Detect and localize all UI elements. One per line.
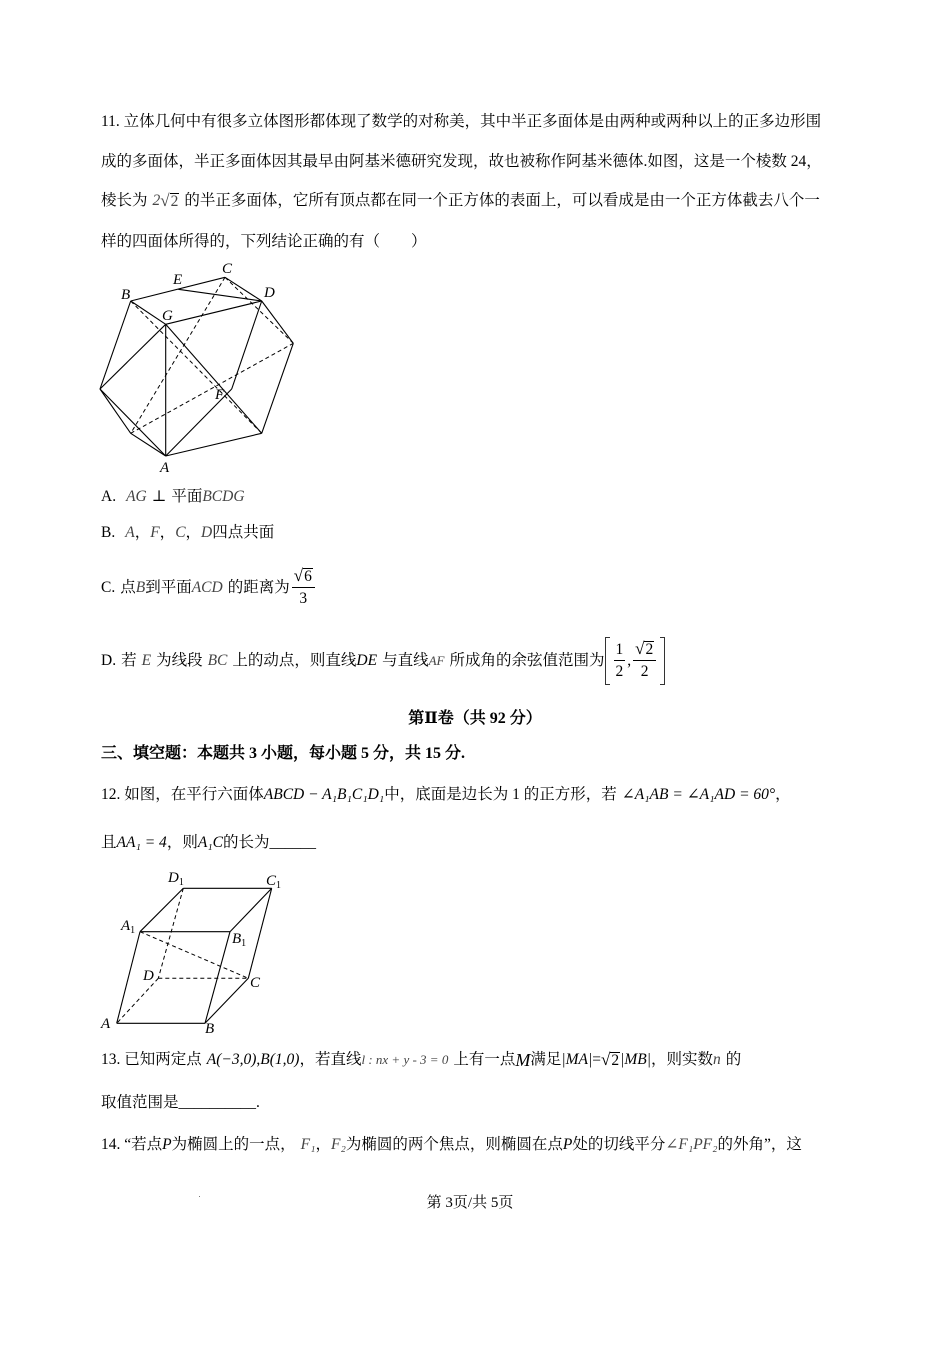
fraction-numerator: 1 — [614, 641, 626, 661]
math-n: n — [713, 1051, 721, 1068]
answer-blank: ______ — [269, 834, 317, 851]
fraction-denominator: 2 — [615, 662, 624, 680]
math-segment: BC — [207, 652, 228, 669]
sqrt-two — [601, 1051, 620, 1069]
q13-text: 上有一点 — [453, 1051, 516, 1068]
q12-text: 且 — [101, 834, 117, 851]
left-bracket-icon — [605, 637, 610, 685]
q14-text: 为椭圆上的一点， — [171, 1136, 296, 1153]
vertex-label-b: B — [121, 287, 131, 303]
option-text: 所成角的余弦值范围为 — [449, 652, 605, 669]
math-focus-f2: F₂ — [331, 1136, 346, 1153]
fraction-denominator: 2 — [640, 663, 649, 680]
option-text: 平面 — [171, 488, 203, 505]
option-text: 为线段 — [156, 652, 203, 669]
vertex-label-e: E — [173, 272, 183, 288]
q13-text: ，若直线 — [299, 1051, 362, 1068]
option-label: C. — [101, 579, 116, 596]
vertex-label-a: A — [101, 1016, 111, 1032]
right-bracket-icon — [660, 637, 665, 685]
math-abs-mb: |MB| — [620, 1051, 652, 1068]
sqrt-sign-icon: √ — [635, 639, 645, 658]
vertex-label-a1: $A_1$ — [121, 918, 136, 936]
vertex-label-d: D — [264, 285, 275, 301]
option-text: 的距离为 — [227, 579, 290, 596]
range-high-fraction — [633, 640, 656, 682]
math-point-p: P — [162, 1136, 172, 1153]
part2-heading: 第Ⅱ卷（共 92 分） — [408, 710, 542, 727]
option-label: D. — [101, 652, 117, 669]
q11-line-2 — [101, 150, 822, 174]
fraction-numerator: 2 — [645, 641, 654, 658]
math-line: AF — [428, 653, 445, 668]
vertex-label-c: C — [222, 261, 233, 277]
q11-text: 的半正多面体，它所有顶点都在同一个正方体的表面上，可以看成是由一个正方体截去八个一 — [184, 192, 820, 209]
q14-text: 为椭圆的两个焦点，则椭圆在点 — [345, 1136, 563, 1153]
vertex-label-b: B — [205, 1021, 215, 1037]
q12-text: 中，底面是边长为 1 的正方形，若 — [384, 786, 617, 803]
vertex-label-f: F — [215, 387, 225, 403]
parallelepiped-figure — [95, 860, 305, 1040]
q14-text: 14. “若点 — [101, 1136, 163, 1153]
q14-text: 处的切线平分 — [572, 1136, 666, 1153]
math-point: E — [141, 652, 152, 669]
q13-text: 的 — [725, 1051, 742, 1068]
math-solid-name: ABCD − A₁B₁C₁D₁ — [263, 786, 385, 803]
math-angle-f1pf2: ∠F₁PF₂ — [665, 1136, 718, 1153]
option-label: A. — [101, 488, 117, 505]
q13-line-1 — [101, 1048, 741, 1072]
separator: , — [256, 1051, 261, 1068]
q11-line-1 — [101, 110, 821, 134]
option-a — [101, 485, 245, 509]
option-text: 到平面 — [145, 579, 192, 596]
vertex-label-b1: $B_1$ — [232, 931, 247, 949]
q11-text: 棱长为 — [101, 192, 148, 209]
q13-text: ，则实数 — [651, 1051, 714, 1068]
math-point-m: M — [515, 1050, 531, 1070]
q13-text: 13. 已知两定点 — [101, 1051, 202, 1068]
q12-text: 12. 如图，在平行六面体 — [101, 786, 264, 803]
q11-line-3 — [101, 189, 820, 213]
q12-text: ， — [775, 786, 791, 803]
q12-line-1 — [101, 783, 791, 807]
separator: ， — [185, 524, 202, 541]
answer-blank: __________ — [178, 1094, 257, 1111]
math-point: A — [125, 524, 135, 541]
option-text: 上的动点，则直线 — [232, 652, 357, 669]
math-plane: BCDG — [202, 488, 245, 505]
math-point: C — [175, 524, 186, 541]
q11-text: 11. 立体几何中有很多立体图形都体现了数学的对称美，其中半正多面体是由两种或两种以上的正多边形围 — [101, 113, 822, 130]
q13-line-2 — [101, 1091, 260, 1115]
vertex-label-g: G — [162, 308, 173, 324]
vertex-label-a: A — [160, 460, 170, 476]
q12-text: 的长为 — [223, 834, 270, 851]
edge-length-coef: 2 — [152, 192, 161, 209]
q14-line-1 — [101, 1133, 802, 1157]
math-point: B — [135, 579, 146, 596]
option-text: 四点共面 — [212, 524, 275, 541]
sqrt-sign-icon: √ — [160, 191, 170, 210]
separator: , — [627, 652, 632, 669]
option-b — [101, 521, 274, 545]
option-label: B. — [101, 524, 116, 541]
vertex-label-c: C — [250, 975, 261, 991]
option-d — [101, 635, 665, 687]
perpendicular-symbol: ⊥ — [151, 488, 167, 505]
q13-text: . — [256, 1094, 260, 1111]
math-point: D — [201, 524, 213, 541]
q11-text: 成的多面体，半正多面体因其最早由阿基米德研究发现，故也被称作阿基米德体.如图，这是一个棱数 24， — [101, 153, 822, 170]
q14-text: 的外角”，这 — [717, 1136, 802, 1153]
section3-heading: 三、填空题：本题共 3 小题，每小题 5 分，共 15 分. — [101, 745, 466, 762]
math-ag: AG — [126, 488, 147, 505]
polyhedron-figure — [90, 255, 310, 480]
page-footer: 第 3页/共 5页 — [426, 1195, 514, 1211]
math-focus-f1: F₁ — [300, 1136, 316, 1153]
math-line-equation: l : nx + y - 3 = 0 — [361, 1052, 449, 1067]
radicand: 2 — [611, 1052, 620, 1069]
separator: ， — [315, 1136, 331, 1153]
math-a1c: A₁C — [197, 834, 224, 851]
option-text: 若 — [121, 652, 137, 669]
math-abs-ma: |MA| — [561, 1051, 593, 1068]
option-c — [101, 562, 317, 614]
separator: ， — [159, 524, 176, 541]
vertex-label-c1: $C_1$ — [266, 873, 282, 891]
vertex-label-d: D — [143, 968, 154, 984]
q13-text: 满足 — [530, 1051, 562, 1068]
edge-length-radicand: 2 — [170, 193, 179, 210]
q11-text: 样的四面体所得的，下列结论正确的有（ ） — [101, 233, 427, 250]
separator: ， — [134, 524, 151, 541]
math-point-b: B(1,0) — [260, 1051, 300, 1068]
math-point: F — [150, 524, 160, 541]
q12-text: ，则 — [166, 834, 198, 851]
equals-sign: = — [592, 1051, 602, 1068]
math-angle-equation: ∠A₁AB = ∠A₁AD = 60° — [621, 786, 776, 803]
math-plane: ACD — [191, 579, 223, 596]
q12-line-2 — [101, 831, 316, 855]
sqrt-sign-icon: √ — [293, 566, 304, 585]
math-point-p: P — [562, 1136, 573, 1153]
option-text: 与直线 — [382, 652, 429, 669]
sqrt-sign-icon: √ — [601, 1050, 611, 1069]
fraction-numerator: 6 — [304, 568, 312, 585]
distance-fraction — [292, 567, 315, 609]
fraction-denominator: 3 — [299, 590, 308, 607]
math-line: DE — [356, 652, 378, 669]
math-aa1-equation: AA₁ = 4 — [116, 834, 167, 851]
option-text: 点 — [120, 579, 136, 596]
vertex-label-d1: $D_1$ — [168, 870, 184, 888]
edge-length-sqrt — [160, 192, 179, 210]
math-point-a: A(−3,0) — [206, 1051, 257, 1068]
q13-text: 取值范围是 — [101, 1094, 179, 1111]
q11-line-4 — [101, 230, 427, 254]
range-low-fraction — [614, 641, 626, 682]
